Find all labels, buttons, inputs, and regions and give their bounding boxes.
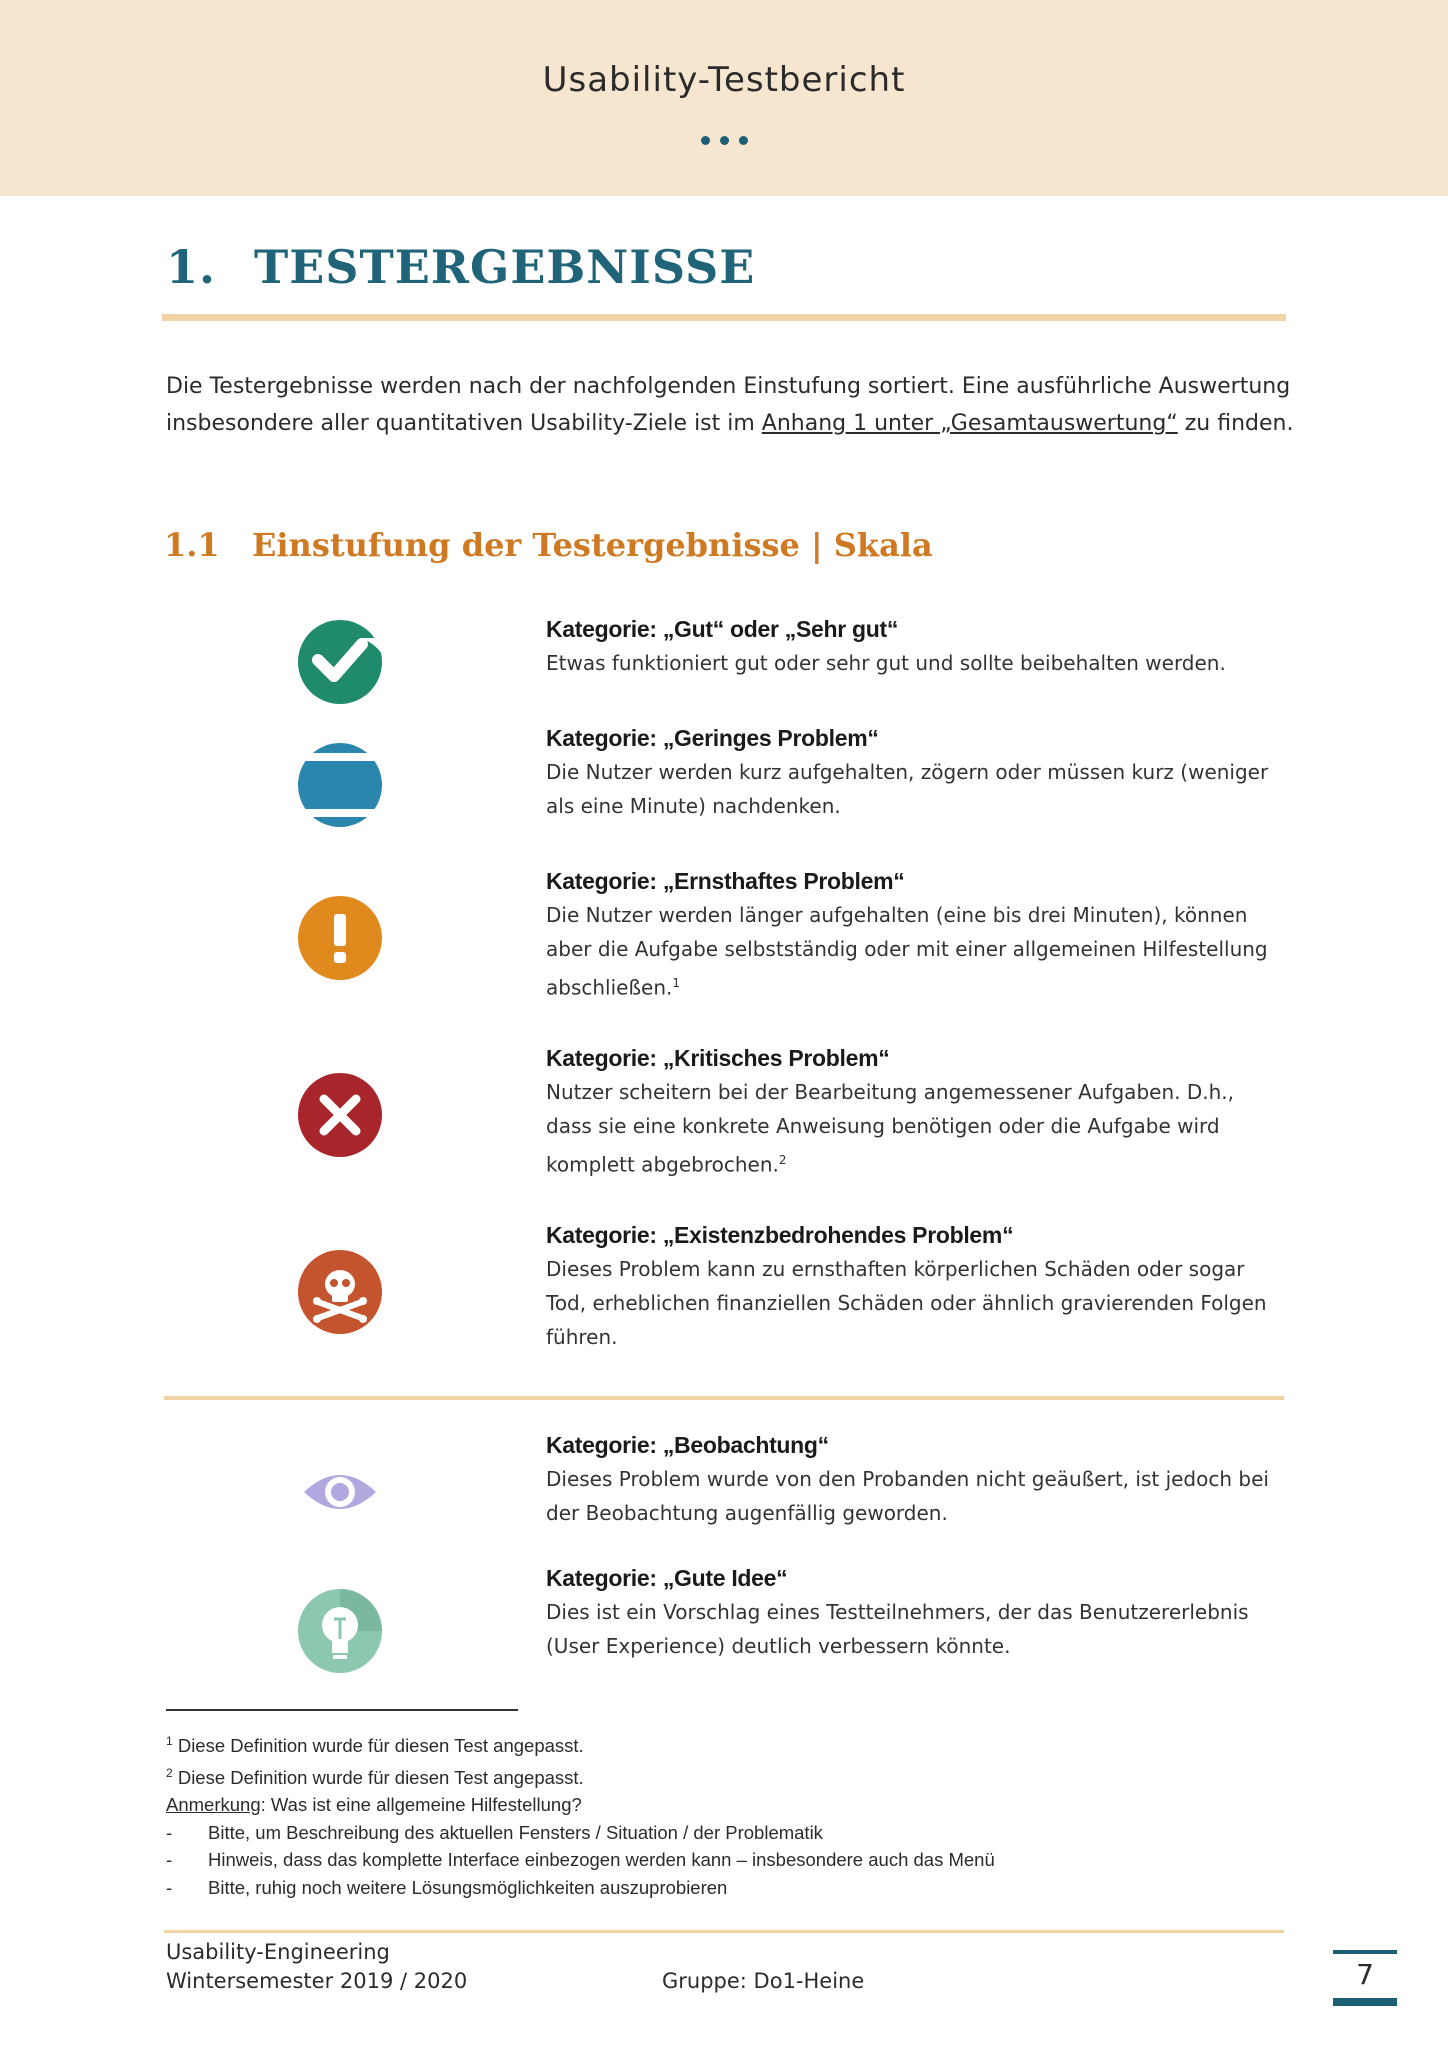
category-title: Kategorie: „Gute Idee“ [546, 1565, 788, 1591]
check-icon [298, 620, 382, 704]
category-description: Dieses Problem wurde von den Probanden nicht geäußert, ist jedoch bei der Beobachtung augenfällig geworden. [546, 1467, 1269, 1525]
footnote-ref: 1 [672, 976, 681, 990]
eye-icon [298, 1450, 382, 1534]
footnote-1: $^1$ Diese Definition wurde für diesen Test angepasst. [166, 1734, 584, 1757]
category-description [546, 898, 1286, 1005]
footer-course: Usability-Engineering [166, 1940, 390, 1964]
section-heading [166, 240, 755, 294]
category-title: Kategorie: „Kritisches Problem“ [546, 1045, 890, 1071]
category-title: Kategorie: „Gut“ oder „Sehr gut“ [546, 616, 899, 642]
section-number: 1. [166, 240, 217, 294]
list-item-text: Bitte, ruhig noch weitere Lösungsmöglichkeiten auszuprobieren [208, 1876, 728, 1898]
footnote-2: $^2$ Diese Definition wurde für diesen Test angepasst. [166, 1765, 584, 1788]
footer-info [166, 1938, 467, 1996]
list-item-text: Bitte, um Beschreibung des aktuellen Fensters / Situation / der Problematik [208, 1821, 823, 1843]
category-description-text: Die Nutzer werden länger aufgehalten (eine bis drei Minuten), können aber die Aufgabe selbstständig oder mit einer allgemeinen Hilfestellung abschließen. [546, 903, 1268, 1000]
footer-group: Gruppe: Do1-Heine [662, 1969, 865, 1993]
note-text: : Was ist eine allgemeine Hilfestellung? [260, 1794, 582, 1816]
footnote-ref: 2 [778, 1153, 787, 1167]
category-title: Kategorie: „Geringes Problem“ [546, 725, 879, 751]
footnote-2-text: Diese Definition wurde für diesen Test angepasst. [177, 1766, 584, 1788]
footer-divider [164, 1930, 1284, 1933]
category-title: Kategorie: „Beobachtung“ [546, 1432, 829, 1458]
note-label: Anmerkung [166, 1794, 261, 1816]
category-description: Dieses Problem kann zu ernsthaften körperlichen Schäden oder sogar Tod, erheblichen finanziellen Schäden oder ähnlich gravierenden Folgen führen. [546, 1257, 1267, 1349]
intro-paragraph [166, 368, 1300, 442]
list-item: - Hinweis, dass das komplette Interface einbezogen werden kann – insbesondere auch das Menü [166, 1849, 995, 1871]
header-title: Usability-Testbericht [542, 60, 906, 100]
category-description-text: Nutzer scheitern bei der Bearbeitung angemessener Aufgaben. D.h., dass sie eine konkrete Anweisung benötigen oder die Aufgabe wird komplett abgebrochen. [546, 1080, 1234, 1177]
note [166, 1791, 1296, 1819]
category-title: Kategorie: „Ernsthaftes Problem“ [546, 868, 905, 894]
category-description [546, 1075, 1286, 1182]
ellipsis-icon [0, 130, 1448, 149]
intro-text-1: Die Testergebnisse werden nach der nachfolgenden Einstufung sortiert. Eine ausführliche Auswertung insbesondere aller quantitativen Usability-Ziele ist im [166, 374, 1291, 436]
footnote-1-text: Diese Definition wurde für diesen Test angepasst. [177, 1735, 584, 1757]
category-title: Kategorie: „Existenzbedrohendes Problem“ [546, 1222, 1014, 1248]
page-header [0, 0, 1448, 196]
section-title: TESTERGEBNISSE [254, 240, 756, 294]
list-item-text: Hinweis, dass das komplette Interface einbezogen werden kann – insbesondere auch das Menü [208, 1849, 995, 1871]
appendix-link[interactable]: Anhang 1 unter „Gesamtauswertung“ [761, 411, 1178, 436]
subsection-title: Einstufung der Testergebnisse | Skala [252, 526, 933, 564]
skull-icon [298, 1250, 382, 1334]
heading-divider [162, 314, 1286, 321]
category-divider [164, 1396, 1284, 1400]
page-number-box [1333, 1950, 1397, 2006]
list-item: - Bitte, um Beschreibung des aktuellen Fensters / Situation / der Problematik [166, 1821, 823, 1843]
footnote-divider [166, 1709, 518, 1711]
lightbulb-icon [298, 1589, 382, 1673]
category-description: Etwas funktioniert gut oder sehr gut und sollte beibehalten werden. [546, 651, 1226, 675]
footer-semester: Wintersemester 2019 / 2020 [166, 1969, 468, 1993]
subsection-number: 1.1 [164, 526, 220, 564]
footnotes [166, 1728, 1296, 1901]
subsection-heading [164, 526, 933, 564]
x-icon [298, 1073, 382, 1157]
page-number: 7 [1356, 1958, 1374, 1991]
category-description: Dies ist ein Vorschlag eines Testteilnehmers, der das Benutzererlebnis (User Experience) deutlich verbessern könnte. [546, 1600, 1249, 1658]
minor-problem-icon [298, 743, 382, 827]
exclamation-icon [298, 896, 382, 980]
category-description: Die Nutzer werden kurz aufgehalten, zögern oder müssen kurz (weniger als eine Minute) nachdenken. [546, 760, 1269, 818]
list-item: - Bitte, ruhig noch weitere Lösungsmöglichkeiten auszuprobieren [166, 1876, 728, 1898]
intro-text-2: zu finden. [1177, 411, 1294, 436]
